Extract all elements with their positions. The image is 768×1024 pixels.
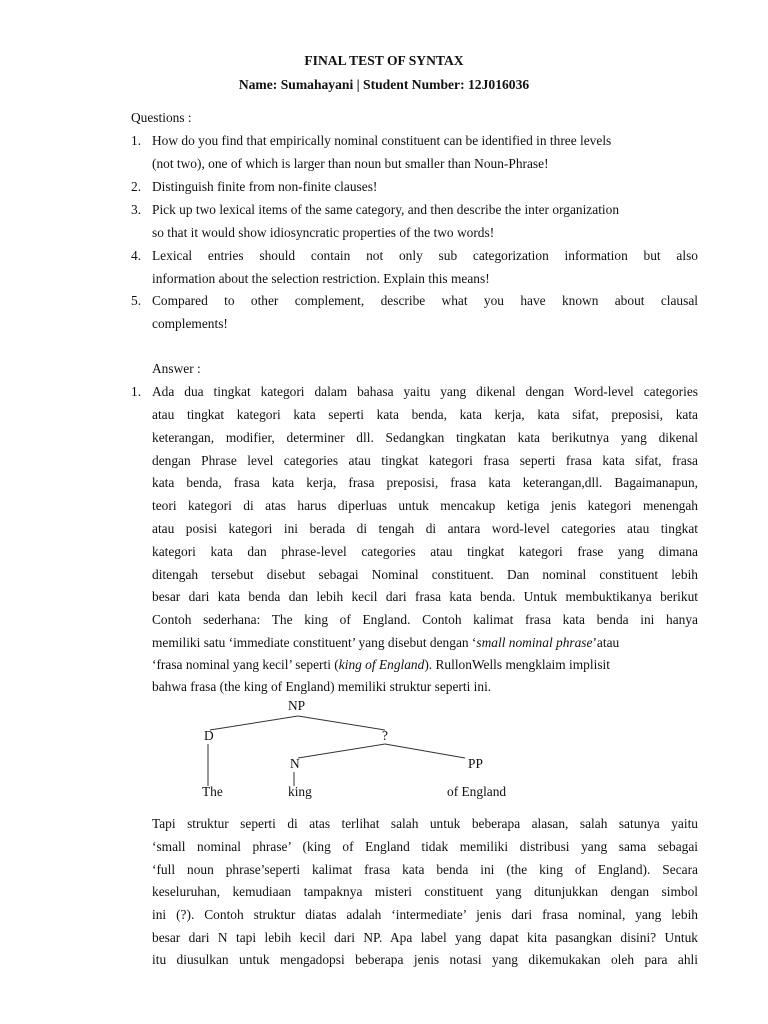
answer-line: kata benda, frasa kata kerja, frasa preposisi, frasa kata keterangan,dll. Bagaimanapun, [152, 475, 698, 490]
tree-leaf-king: king [288, 784, 312, 799]
question-line: Pick up two lexical items of the same category, and then describe the inter organization [152, 202, 620, 217]
answer-line: keterangan, modifier, determiner dll. Sedangkan tingkatan kata berikutnya yang dikenal [152, 430, 698, 445]
answer-text: ). RullonWells mengklaim implisit [424, 657, 610, 672]
question-number: 5. [131, 293, 142, 308]
answer-text: ‘frasa nominal yang kecil’ seperti ( [152, 657, 339, 672]
answer-text: memiliki satu ‘immediate constituent’ yang disebut dengan ‘ [152, 635, 477, 650]
question-line: information about the selection restriction. Explain this means! [152, 271, 490, 286]
question-number: 4. [131, 248, 142, 263]
tree-edge [385, 744, 465, 758]
question-line: so that it would show idiosyncratic properties of the two words! [152, 225, 495, 240]
question-line: complements! [152, 316, 228, 331]
tree-edge [298, 744, 385, 758]
answer-line: ditengah tersebut disebut sebagai Nominal constituent. Dan nominal constituent lebih [152, 567, 698, 582]
answer-line: bahwa frasa (the king of England) memiliki struktur seperti ini. [152, 679, 492, 694]
tree-node-d: D [204, 728, 214, 743]
answer-line: kategori kata dan phrase-level categories atau tingkat kategori frase yang dimana [152, 544, 698, 559]
answer-line: besar dari N tapi lebih kecil dari NP. Apa label yang dapat kita pasangkan disini? Untuk [152, 930, 698, 945]
answer-line: Contoh sederhana: The king of England. Contoh kalimat frasa kata benda ini hanya [152, 612, 698, 627]
question-line: Compared to other complement, describe what you have known about clausal [152, 293, 698, 308]
tree-edge [210, 716, 298, 730]
question-number: 2. [131, 179, 142, 194]
question-line: (not two), one of which is larger than noun but smaller than Noun-Phrase! [152, 156, 549, 171]
tree-node-np: NP [288, 698, 306, 713]
answer-line: atau posisi kategori ini berada di tengah di antara word-level categories atau tingkat [152, 521, 698, 536]
question-number: 1. [131, 133, 142, 148]
question-number: 3. [131, 202, 142, 217]
answer-italic-text: king of England [338, 657, 425, 672]
answer-line: ‘small nominal phrase’ (king of England tidak memiliki distribusi yang sama sebagai [152, 839, 698, 854]
answer-label: Answer : [152, 361, 201, 376]
doc-title: FINAL TEST OF SYNTAX [304, 53, 464, 68]
question-line: Distinguish finite from non-finite clauses! [152, 179, 378, 194]
tree-leaf-the: The [202, 784, 223, 799]
tree-node-n: N [290, 756, 300, 771]
question-line: How do you find that empirically nominal constituent can be identified in three levels [152, 133, 612, 148]
tree-node-pp: PP [468, 756, 483, 771]
tree-node-q: ? [382, 728, 388, 743]
tree-leaf-of-england: of England [447, 784, 507, 799]
answer-line: ‘full noun phrase’seperti kalimat frasa kata benda ini (the king of England). Secara [152, 862, 698, 877]
answer-line: dengan Phrase level categories atau tingkat kategori frasa seperti frasa kata sifat, frasa [152, 453, 698, 468]
answer-line: Tapi struktur seperti di atas terlihat salah untuk beberapa alasan, salah satunya yaitu [152, 816, 698, 831]
answer-line: teori kategori di atas harus diperluas untuk mencakup ketiga jenis kategori menengah [152, 498, 698, 513]
answer-line: ini (?). Contoh struktur diatas adalah ‘intermediate’ jenis dari frasa nominal, yang lebih [152, 907, 698, 922]
answer-line: besar dari kata benda dan lebih kecil dari frasa kata benda. Untuk membuktikanya berikut [152, 589, 698, 604]
answer-number: 1. [131, 384, 142, 399]
answer-line: atau tingkat kategori kata seperti kata benda, kata kerja, kata sifat, preposisi, kata [152, 407, 698, 422]
question-line: Lexical entries should contain not only sub categorization information but also [152, 248, 698, 263]
answer-line: keseluruhan, kemudiaan tampaknya misteri constituent yang ditunjukkan dengan simbol [152, 884, 698, 899]
answer-italic-text: small nominal phrase [476, 635, 593, 650]
answer-text: ’atau [592, 635, 620, 650]
questions-label: Questions : [131, 110, 192, 125]
tree-edge [298, 716, 385, 730]
answer-line: itu diusulkan untuk mengadopsi beberapa jenis notasi yang dikemukakan oleh para ahli [152, 952, 698, 967]
answer-line: Ada dua tingkat kategori dalam bahasa yaitu yang dikenal dengan Word-level categories [152, 384, 698, 399]
student-info: Name: Sumahayani | Student Number: 12J016036 [238, 77, 530, 92]
